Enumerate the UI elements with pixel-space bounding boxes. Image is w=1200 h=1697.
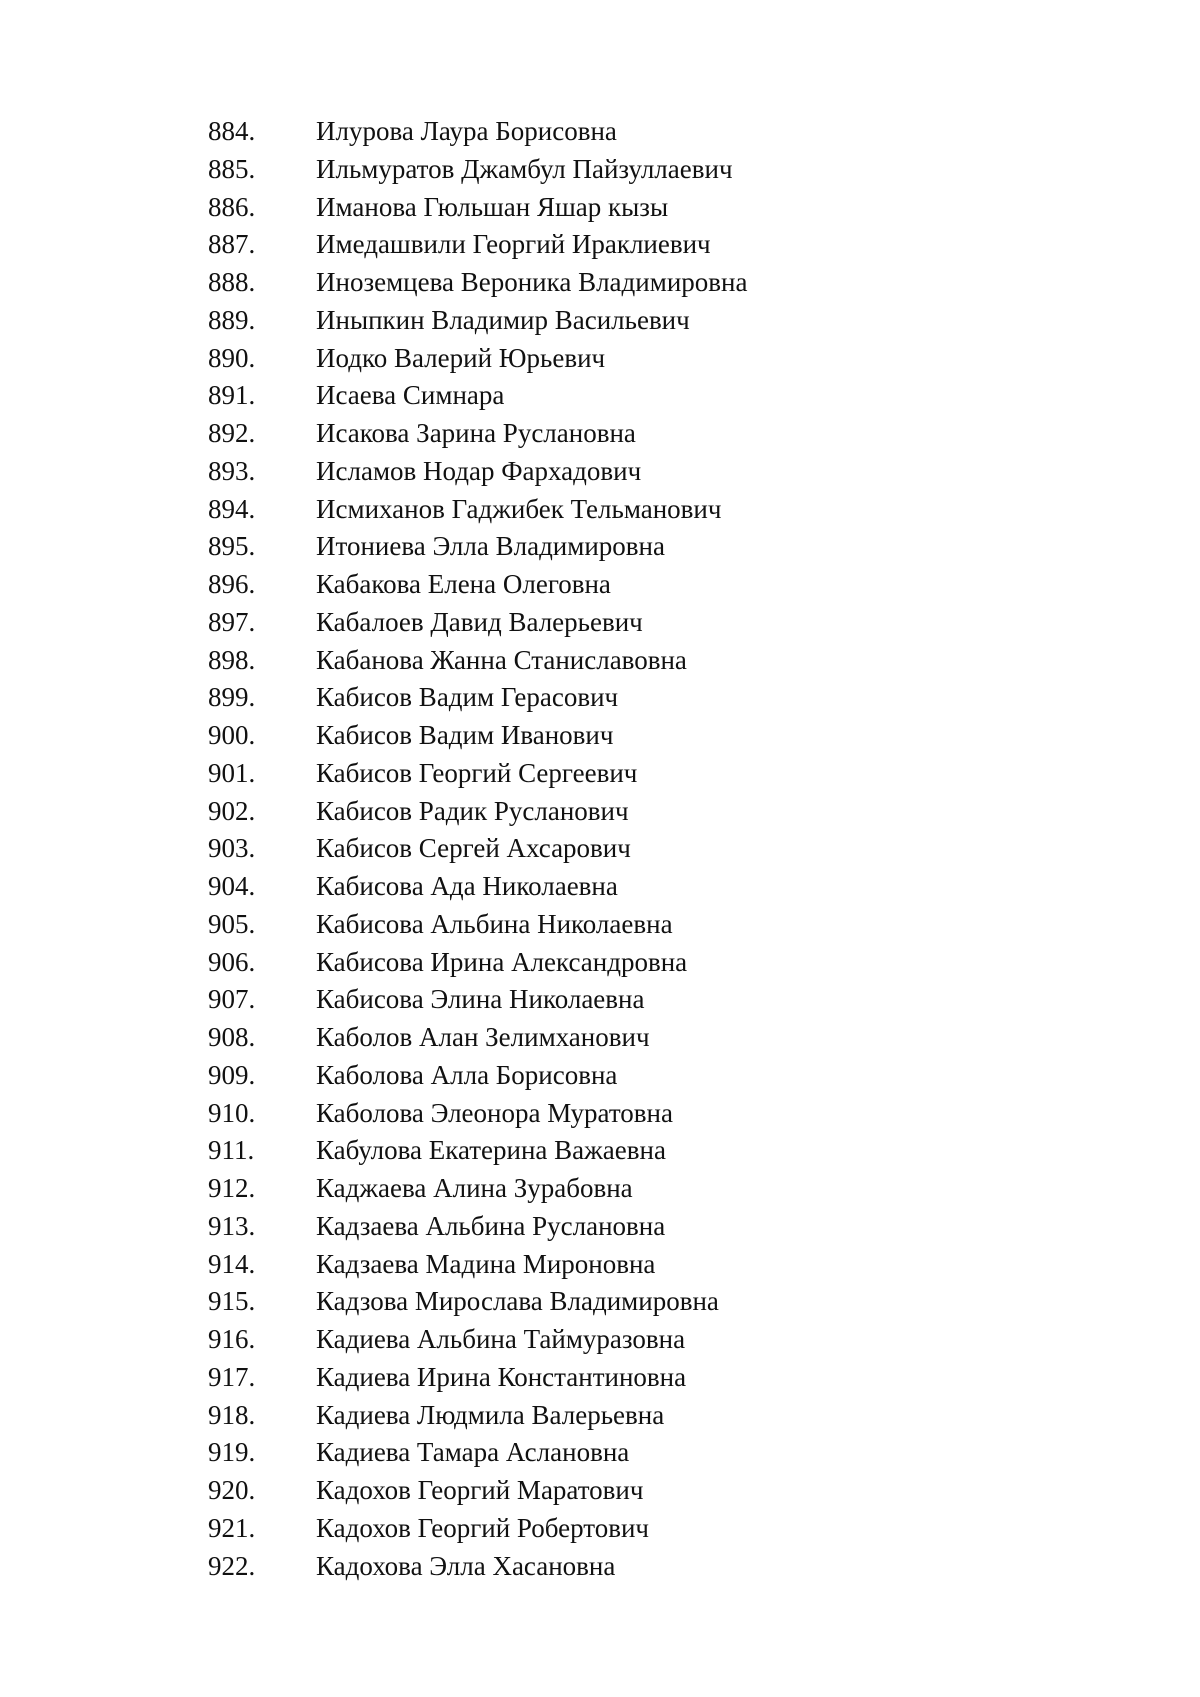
- entry-number: 884.: [208, 116, 256, 146]
- list-item: [208, 1548, 1108, 1586]
- entry-name: Каболова Элеонора Муратовна: [316, 1097, 673, 1128]
- entry-number: 891.: [208, 380, 256, 411]
- entry-name: Кабулова Екатерина Важаевна: [316, 1135, 666, 1166]
- entry-number: 904.: [208, 871, 256, 901]
- name-list: [208, 113, 1108, 1585]
- entry-number: 900.: [208, 720, 256, 750]
- entry-number: 895.: [208, 531, 256, 562]
- entry-name: Итониева Элла Владимировна: [316, 531, 665, 562]
- entry-number: 887.: [208, 229, 256, 260]
- entry-name: Кадзаева Альбина Руслановна: [316, 1210, 666, 1241]
- list-item: [208, 377, 1108, 415]
- entry-number: 886.: [208, 191, 256, 222]
- entry-number: 922.: [208, 1550, 256, 1581]
- list-item: [208, 793, 1108, 831]
- entry-number: 918.: [208, 1399, 256, 1430]
- list-item: [208, 453, 1108, 491]
- list-item: [208, 679, 1108, 717]
- entry-name: Кабисов Вадим Иванович: [316, 720, 614, 750]
- list-item: [208, 415, 1108, 453]
- list-item: [208, 1095, 1108, 1133]
- entry-number: 921.: [208, 1512, 256, 1543]
- entry-number: 910.: [208, 1097, 256, 1128]
- entry-number: 920.: [208, 1475, 256, 1505]
- entry-name: Иманова Гюльшан Яшар кызы: [316, 191, 669, 222]
- entry-number: 917.: [208, 1361, 256, 1392]
- entry-name: Илурова Лаура Борисовна: [316, 116, 617, 146]
- entry-number: 892.: [208, 418, 256, 448]
- list-item: [208, 906, 1108, 944]
- entry-number: 890.: [208, 342, 256, 373]
- entry-name: Кадохов Георгий Робертович: [316, 1512, 650, 1543]
- entry-name: Кадохова Элла Хасановна: [316, 1550, 616, 1581]
- entry-name: Иныпкин Владимир Васильевич: [316, 304, 690, 335]
- entry-number: 913.: [208, 1210, 256, 1241]
- entry-name: Кадзова Мирослава Владимировна: [316, 1286, 719, 1317]
- entry-name: Имедашвили Георгий Ираклиевич: [316, 229, 711, 260]
- list-item: [208, 1019, 1108, 1057]
- entry-name: Кабисов Вадим Герасович: [316, 682, 619, 713]
- entry-number: 888.: [208, 267, 256, 297]
- entry-name: Кабанова Жанна Станиславовна: [316, 644, 687, 675]
- entry-number: 906.: [208, 946, 256, 977]
- entry-name: Иноземцева Вероника Владимировна: [316, 267, 748, 297]
- entry-number: 893.: [208, 455, 256, 486]
- list-item: [208, 1246, 1108, 1284]
- entry-name: Кабакова Елена Олеговна: [316, 569, 611, 599]
- list-item: [208, 755, 1108, 793]
- list-item: [208, 642, 1108, 680]
- list-item: [208, 868, 1108, 906]
- list-item: [208, 1397, 1108, 1435]
- entry-name: Каболов Алан Зелимханович: [316, 1022, 650, 1052]
- entry-number: 898.: [208, 644, 256, 675]
- entry-name: Кабисова Ирина Александровна: [316, 946, 688, 977]
- entry-number: 909.: [208, 1059, 256, 1090]
- list-item: [208, 604, 1108, 642]
- list-item: [208, 1208, 1108, 1246]
- list-item: [208, 151, 1108, 189]
- entry-name: Кадзаева Мадина Мироновна: [316, 1248, 656, 1279]
- entry-number: 902.: [208, 795, 256, 826]
- entry-number: 915.: [208, 1286, 256, 1317]
- list-item: [208, 1359, 1108, 1397]
- list-item: [208, 226, 1108, 264]
- entry-name: Кабисова Альбина Николаевна: [316, 908, 673, 939]
- entry-name: Исакова Зарина Руслановна: [316, 418, 636, 448]
- entry-number: 901.: [208, 757, 256, 788]
- entry-number: 916.: [208, 1324, 256, 1354]
- list-item: [208, 1283, 1108, 1321]
- list-item: [208, 1472, 1108, 1510]
- list-item: [208, 113, 1108, 151]
- list-item: [208, 340, 1108, 378]
- entry-name: Кадиева Ирина Константиновна: [316, 1361, 687, 1392]
- list-item: [208, 1170, 1108, 1208]
- list-item: [208, 944, 1108, 982]
- entry-name: Каджаева Алина Зурабовна: [316, 1173, 633, 1203]
- entry-number: 899.: [208, 682, 256, 713]
- list-item: [208, 1434, 1108, 1472]
- list-item: [208, 189, 1108, 227]
- list-item: [208, 1510, 1108, 1548]
- list-item: [208, 302, 1108, 340]
- entry-name: Кадиева Тамара Аслановна: [316, 1437, 630, 1468]
- list-item: [208, 491, 1108, 529]
- entry-name: Кабисов Сергей Ахсарович: [316, 833, 631, 864]
- entry-name: Кадиева Людмила Валерьевна: [316, 1399, 665, 1430]
- entry-number: 905.: [208, 908, 256, 939]
- entry-name: Исламов Нодар Фархадович: [316, 455, 642, 486]
- entry-name: Кабисова Ада Николаевна: [316, 871, 618, 901]
- entry-name: Кадохов Георгий Маратович: [316, 1475, 644, 1505]
- entry-number: 885.: [208, 153, 256, 184]
- entry-name: Кабисов Георгий Сергеевич: [316, 757, 638, 788]
- list-item: [208, 1057, 1108, 1095]
- entry-number: 907.: [208, 984, 256, 1015]
- entry-number: 889.: [208, 304, 256, 335]
- entry-number: 903.: [208, 833, 256, 864]
- list-item: [208, 566, 1108, 604]
- list-item: [208, 264, 1108, 302]
- list-item: [208, 528, 1108, 566]
- entry-name: Кабалоев Давид Валерьевич: [316, 606, 643, 637]
- entry-number: 914.: [208, 1248, 256, 1279]
- list-item: [208, 1132, 1108, 1170]
- entry-name: Исаева Симнара: [316, 380, 505, 411]
- entry-number: 896.: [208, 569, 256, 599]
- list-item: [208, 717, 1108, 755]
- entry-number: 919.: [208, 1437, 256, 1468]
- entry-number: 894.: [208, 493, 256, 524]
- entry-name: Кабисова Элина Николаевна: [316, 984, 645, 1015]
- entry-name: Иодко Валерий Юрьевич: [316, 342, 606, 373]
- list-item: [208, 1321, 1108, 1359]
- entry-name: Кабисов Радик Русланович: [316, 795, 629, 826]
- entry-number: 908.: [208, 1022, 256, 1052]
- entry-number: 911.: [208, 1135, 255, 1166]
- entry-name: Ильмуратов Джамбул Пайзуллаевич: [316, 153, 733, 184]
- entry-name: Каболова Алла Борисовна: [316, 1059, 618, 1090]
- entry-name: Кадиева Альбина Таймуразовна: [316, 1324, 686, 1354]
- entry-number: 912.: [208, 1173, 256, 1203]
- entry-name: Исмиханов Гаджибек Тельманович: [316, 493, 722, 524]
- list-item: [208, 830, 1108, 868]
- list-item: [208, 981, 1108, 1019]
- entry-number: 897.: [208, 606, 256, 637]
